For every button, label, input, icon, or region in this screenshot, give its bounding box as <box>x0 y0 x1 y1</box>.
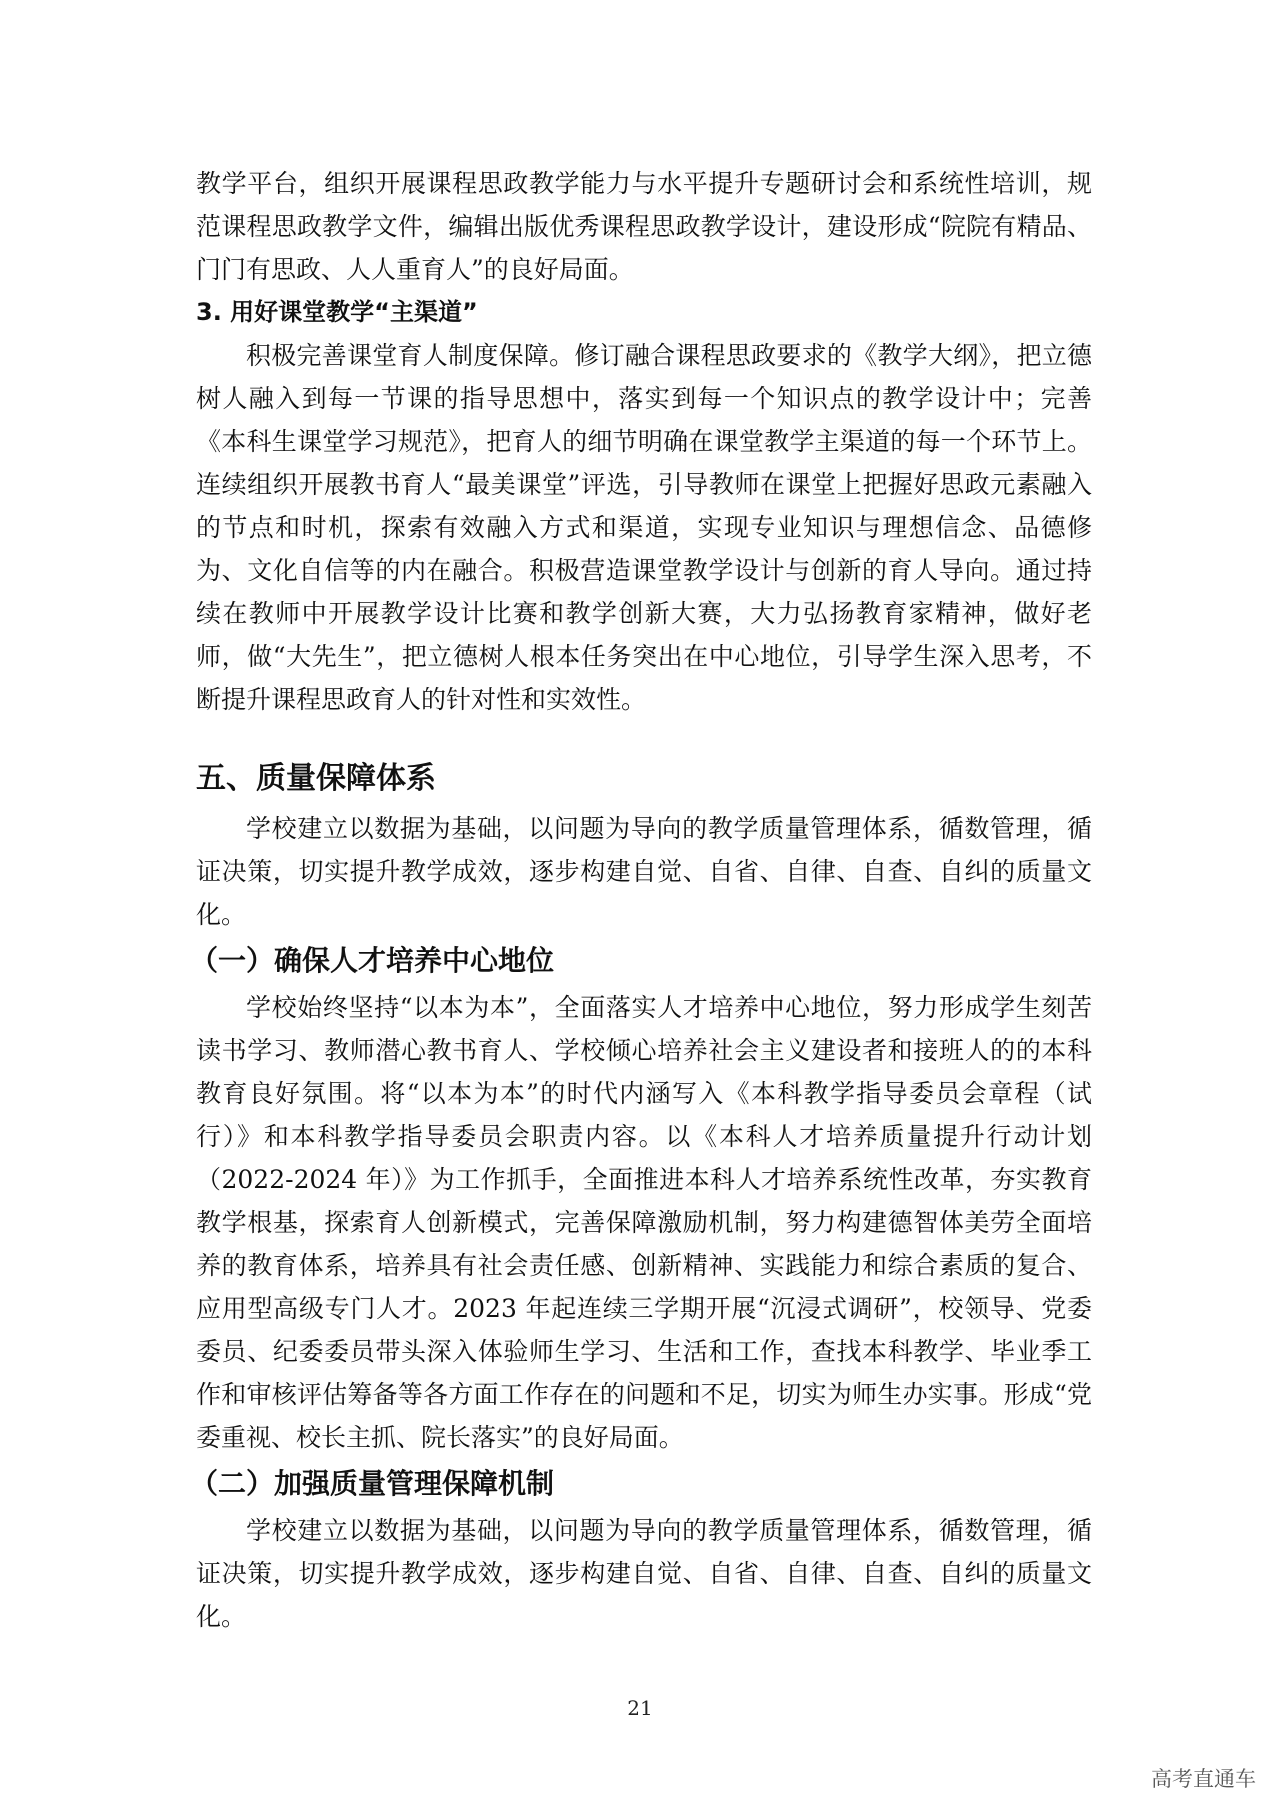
section-heading-quality-assurance: 五、质量保障体系 <box>196 761 436 796</box>
paragraph-talent-center: 学校始终坚持“以本为本”，全面落实人才培养中心地位，努力形成学生刻苦读书学习、教师潜心教书育人、学校倾心培养社会主义建设者和接班人的的本科教育良好氛围。将“以本为本”的时代内涵写入《本科教学指导委员会章程（试行）》和本科教学指导委员会职责内容。以《本科人才培养质量提升行动计划（2022-2024 年）》为工作抓手，全面推进本科人才培养系统性改革，夯实教育教学根基，探索育人创新模式，完善保障激励机制，努力构建德智体美劳全面培养的教育体系，培养具有社会责任感、创新精神、实践能力和综合素质的复合、应用型高级专门人才。2023 年起连续三学期开展“沉浸式调研”，校领导、党委委员、纪委委员带头深入体验师生学习、生活和工作，查找本科教学、毕业季工作和审核评估筹备等各方面工作存在的问题和不足，切实为师生办实事。形成“党委重视、校长主抓、院长落实”的良好局面。 <box>196 993 1092 1452</box>
paragraph-continued: 教学平台，组织开展课程思政教学能力与水平提升专题研讨会和系统性培训，规范课程思政教学文件，编辑出版优秀课程思政教学设计，建设形成“院院有精品、门门有思政、人人重育人”的良好局面。 <box>196 169 1092 284</box>
paragraph-quality-system: 学校建立以数据为基础，以问题为导向的教学质量管理体系，循数管理，循证决策，切实提升教学成效，逐步构建自觉、自省、自律、自查、自纠的质量文化。 <box>196 814 1092 929</box>
watermark: 高考直通车 <box>1151 1767 1256 1791</box>
paragraph-classroom: 积极完善课堂育人制度保障。修订融合课程思政要求的《教学大纲》，把立德树人融入到每一节课的指导思想中，落实到每一个知识点的教学设计中；完善《本科生课堂学习规范》，把育人的细节明确在课堂教学主渠道的每一个环节上。连续组织开展教书育人“最美课堂”评选，引导教师在课堂上把握好思政元素融入的节点和时机，探索有效融入方式和渠道，实现专业知识与理想信念、品德修为、文化自信等的内在融合。积极营造课堂教学设计与创新的育人导向。通过持续在教师中开展教学设计比赛和教学创新大赛，大力弘扬教育家精神，做好老师，做“大先生”，把立德树人根本任务突出在中心地位，引导学生深入思考，不断提升课程思政育人的针对性和实效性。 <box>196 341 1092 714</box>
paragraph-quality-mechanism: 学校建立以数据为基础，以问题为导向的教学质量管理体系，循数管理，循证决策，切实提升教学成效，逐步构建自觉、自省、自律、自查、自纠的质量文化。 <box>196 1516 1092 1631</box>
page-body <box>190 162 1092 1638</box>
page-number: 21 <box>627 1696 653 1720</box>
subheading-main-channel: 3. 用好课堂教学“主渠道” <box>196 298 478 326</box>
part-heading-quality-mechanism: （二）加强质量管理保障机制 <box>190 1467 555 1500</box>
part-heading-talent-center: （一）确保人才培养中心地位 <box>190 944 555 977</box>
